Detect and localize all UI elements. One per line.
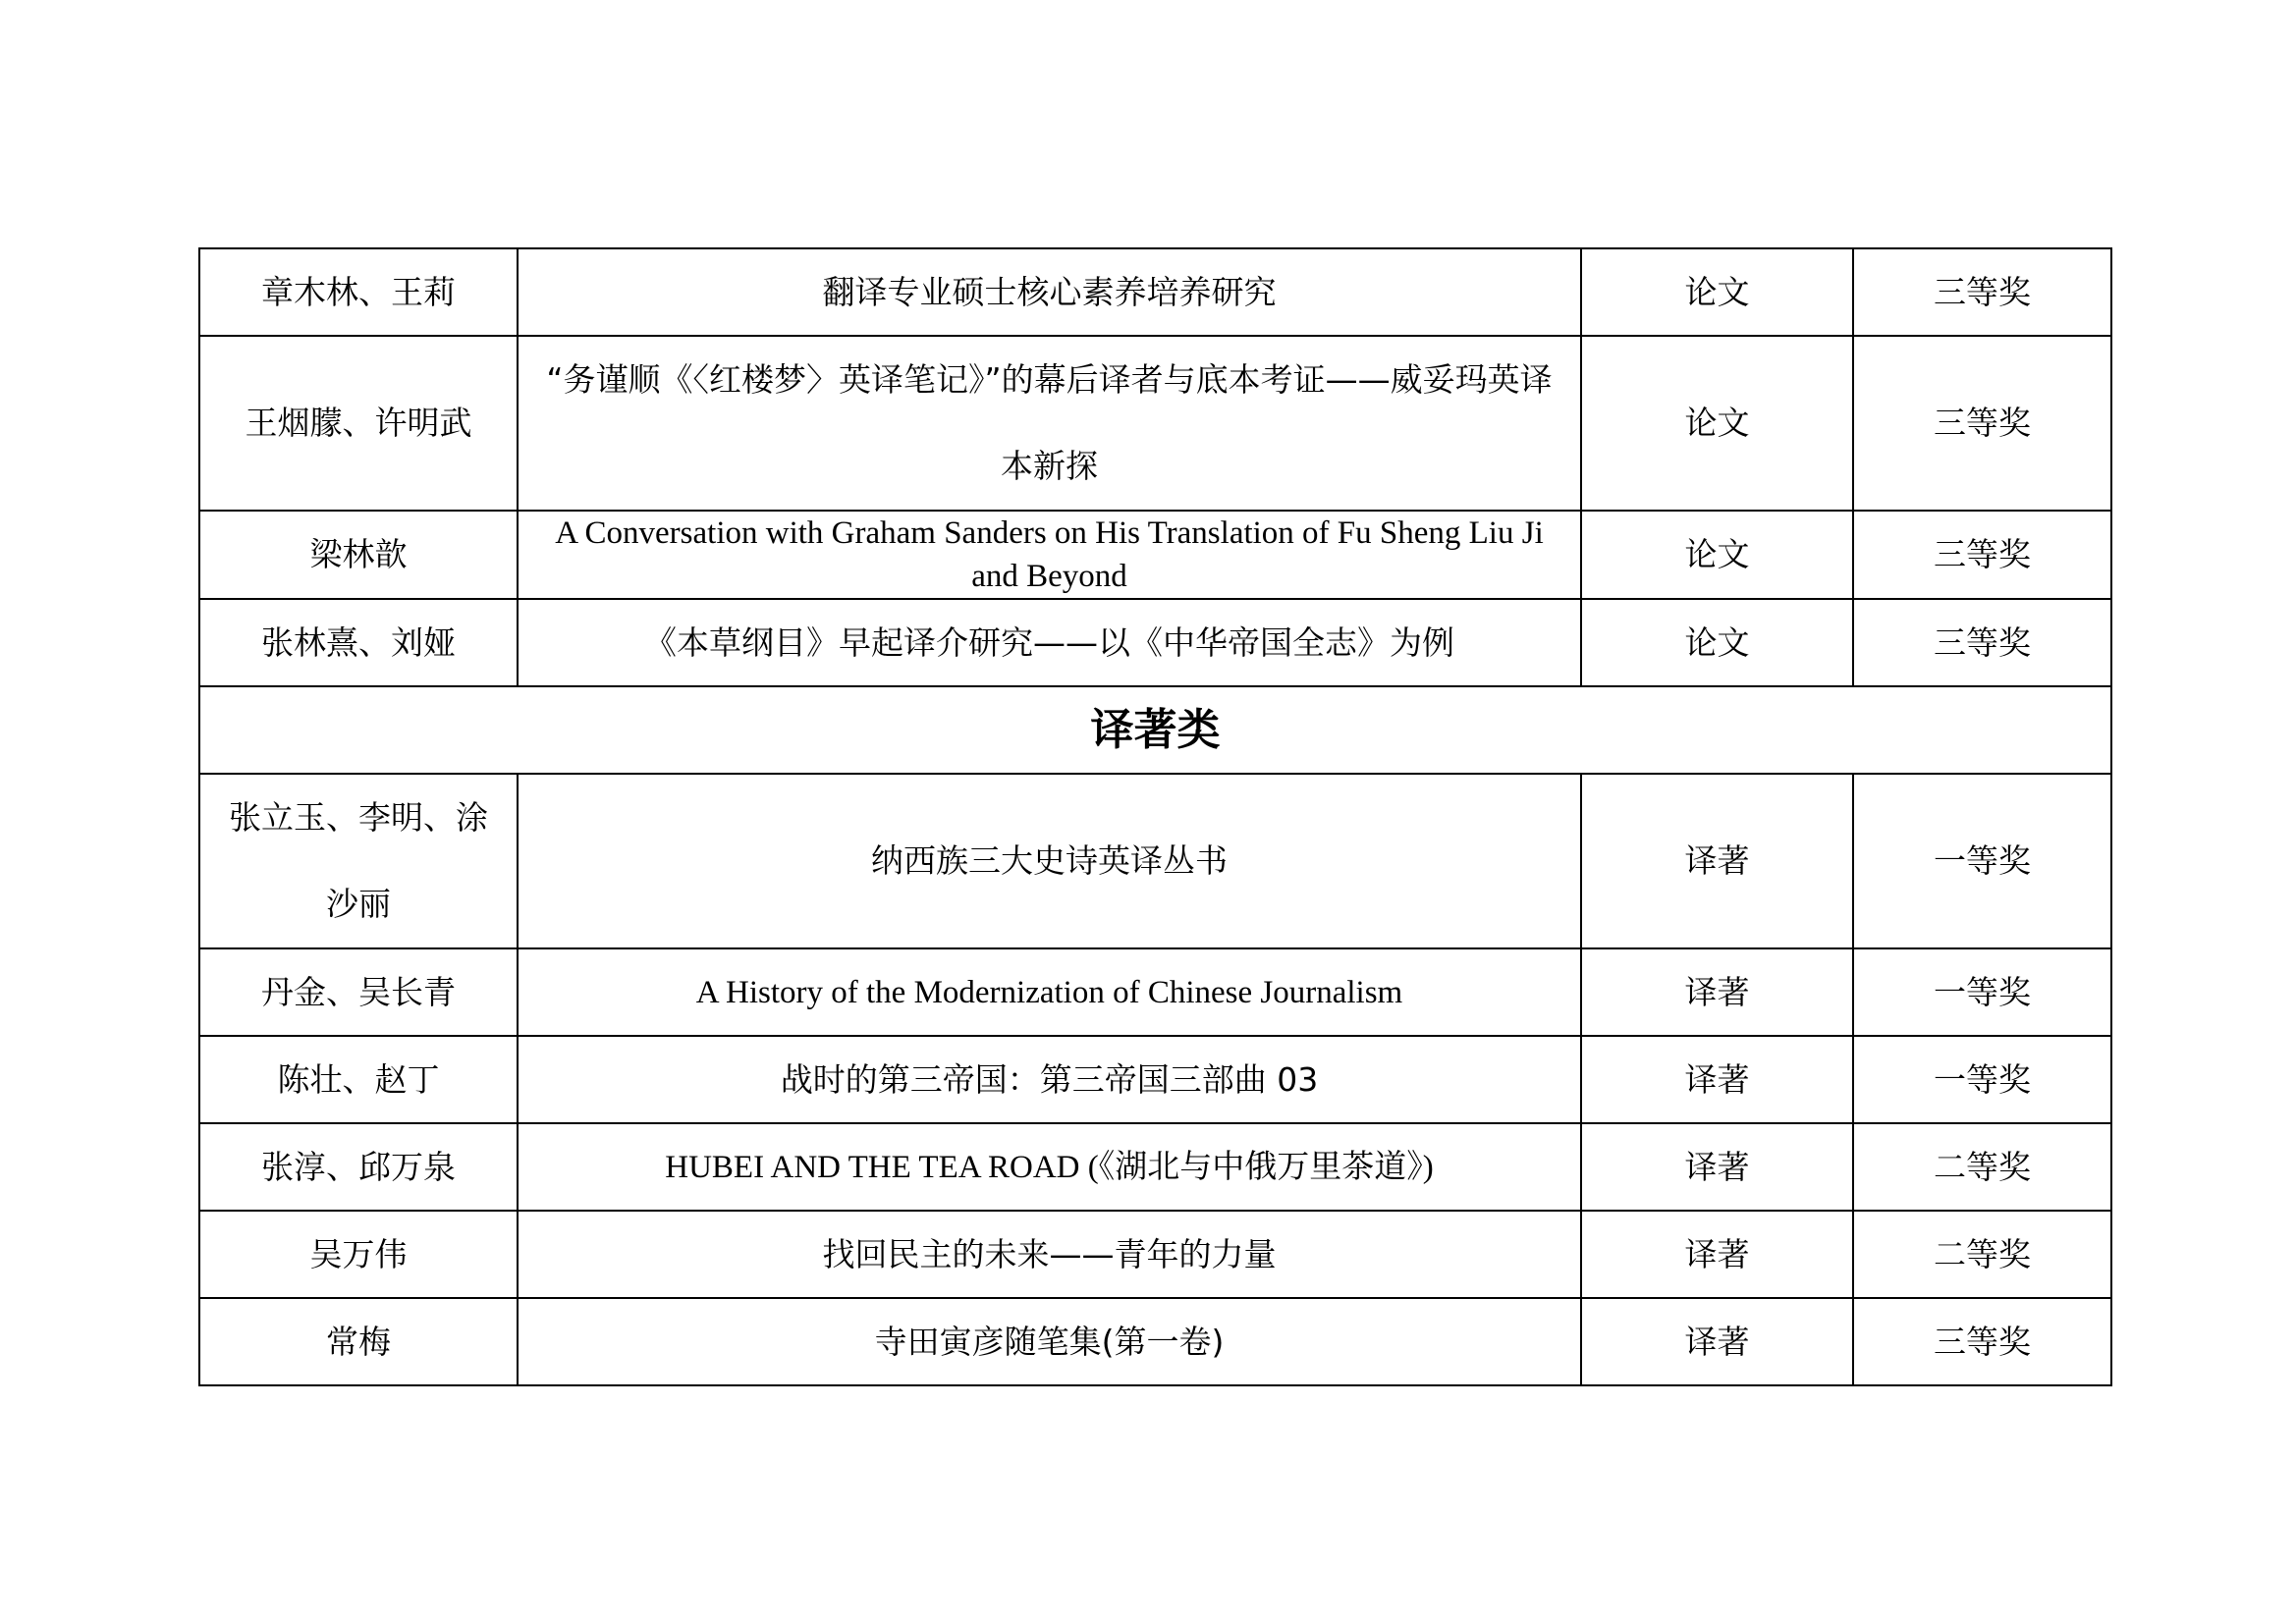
authors-cell: 张淳、邱万泉 [199,1123,518,1211]
table-row [199,511,2111,599]
section-row [199,686,2111,774]
title-cell: 战时的第三帝国：第三帝国三部曲 03 [518,1036,1581,1123]
award-cell: 三等奖 [1853,1298,2111,1385]
section-heading: 译著类 [199,686,2111,774]
title-cell: 翻译专业硕士核心素养培养研究 [518,248,1581,336]
authors-cell: 章木林、王莉 [199,248,518,336]
award-cell: 一等奖 [1853,774,2111,948]
table-row [199,1036,2111,1123]
type-cell: 论文 [1581,511,1853,599]
table-row [199,774,2111,948]
title-cell: 找回民主的未来——青年的力量 [518,1211,1581,1298]
type-cell: 译著 [1581,1036,1853,1123]
award-cell: 二等奖 [1853,1211,2111,1298]
award-cell: 三等奖 [1853,599,2111,686]
table-row [199,1298,2111,1385]
award-cell: 三等奖 [1853,248,2111,336]
title-cell: 纳西族三大史诗英译丛书 [518,774,1581,948]
table-row [199,248,2111,336]
authors-cell: 陈壮、赵丁 [199,1036,518,1123]
authors-cell: 张立玉、李明、涂沙丽 [199,774,518,948]
authors-cell: 梁林歆 [199,511,518,599]
title-cell: HUBEI AND THE TEA ROAD (《湖北与中俄万里茶道》) [518,1123,1581,1211]
title-cell: “务谨顺《〈红楼梦〉英译笔记》”的幕后译者与底本考证——威妥玛英译本新探 [518,336,1581,511]
authors-cell: 张林熹、刘娅 [199,599,518,686]
table-row [199,599,2111,686]
table-row [199,1123,2111,1211]
type-cell: 论文 [1581,248,1853,336]
type-cell: 译著 [1581,1211,1853,1298]
type-cell: 论文 [1581,336,1853,511]
award-cell: 三等奖 [1853,336,2111,511]
awards-table [198,247,2112,1386]
authors-cell: 常梅 [199,1298,518,1385]
title-cell: 寺田寅彦随笔集(第一卷) [518,1298,1581,1385]
type-cell: 译著 [1581,1298,1853,1385]
award-cell: 一等奖 [1853,948,2111,1036]
type-cell: 译著 [1581,948,1853,1036]
title-cell: A Conversation with Graham Sanders on His Translation of Fu Sheng Liu Ji and Beyond [518,511,1581,599]
award-cell: 一等奖 [1853,1036,2111,1123]
authors-cell: 丹金、吴长青 [199,948,518,1036]
table-row [199,1211,2111,1298]
authors-cell: 吴万伟 [199,1211,518,1298]
award-cell: 二等奖 [1853,1123,2111,1211]
table-row [199,336,2111,511]
type-cell: 论文 [1581,599,1853,686]
award-cell: 三等奖 [1853,511,2111,599]
title-cell: 《本草纲目》早起译介研究——以《中华帝国全志》为例 [518,599,1581,686]
type-cell: 译著 [1581,774,1853,948]
authors-cell: 王烟朦、许明武 [199,336,518,511]
table-row [199,948,2111,1036]
type-cell: 译著 [1581,1123,1853,1211]
title-cell: A History of the Modernization of Chinese Journalism [518,948,1581,1036]
